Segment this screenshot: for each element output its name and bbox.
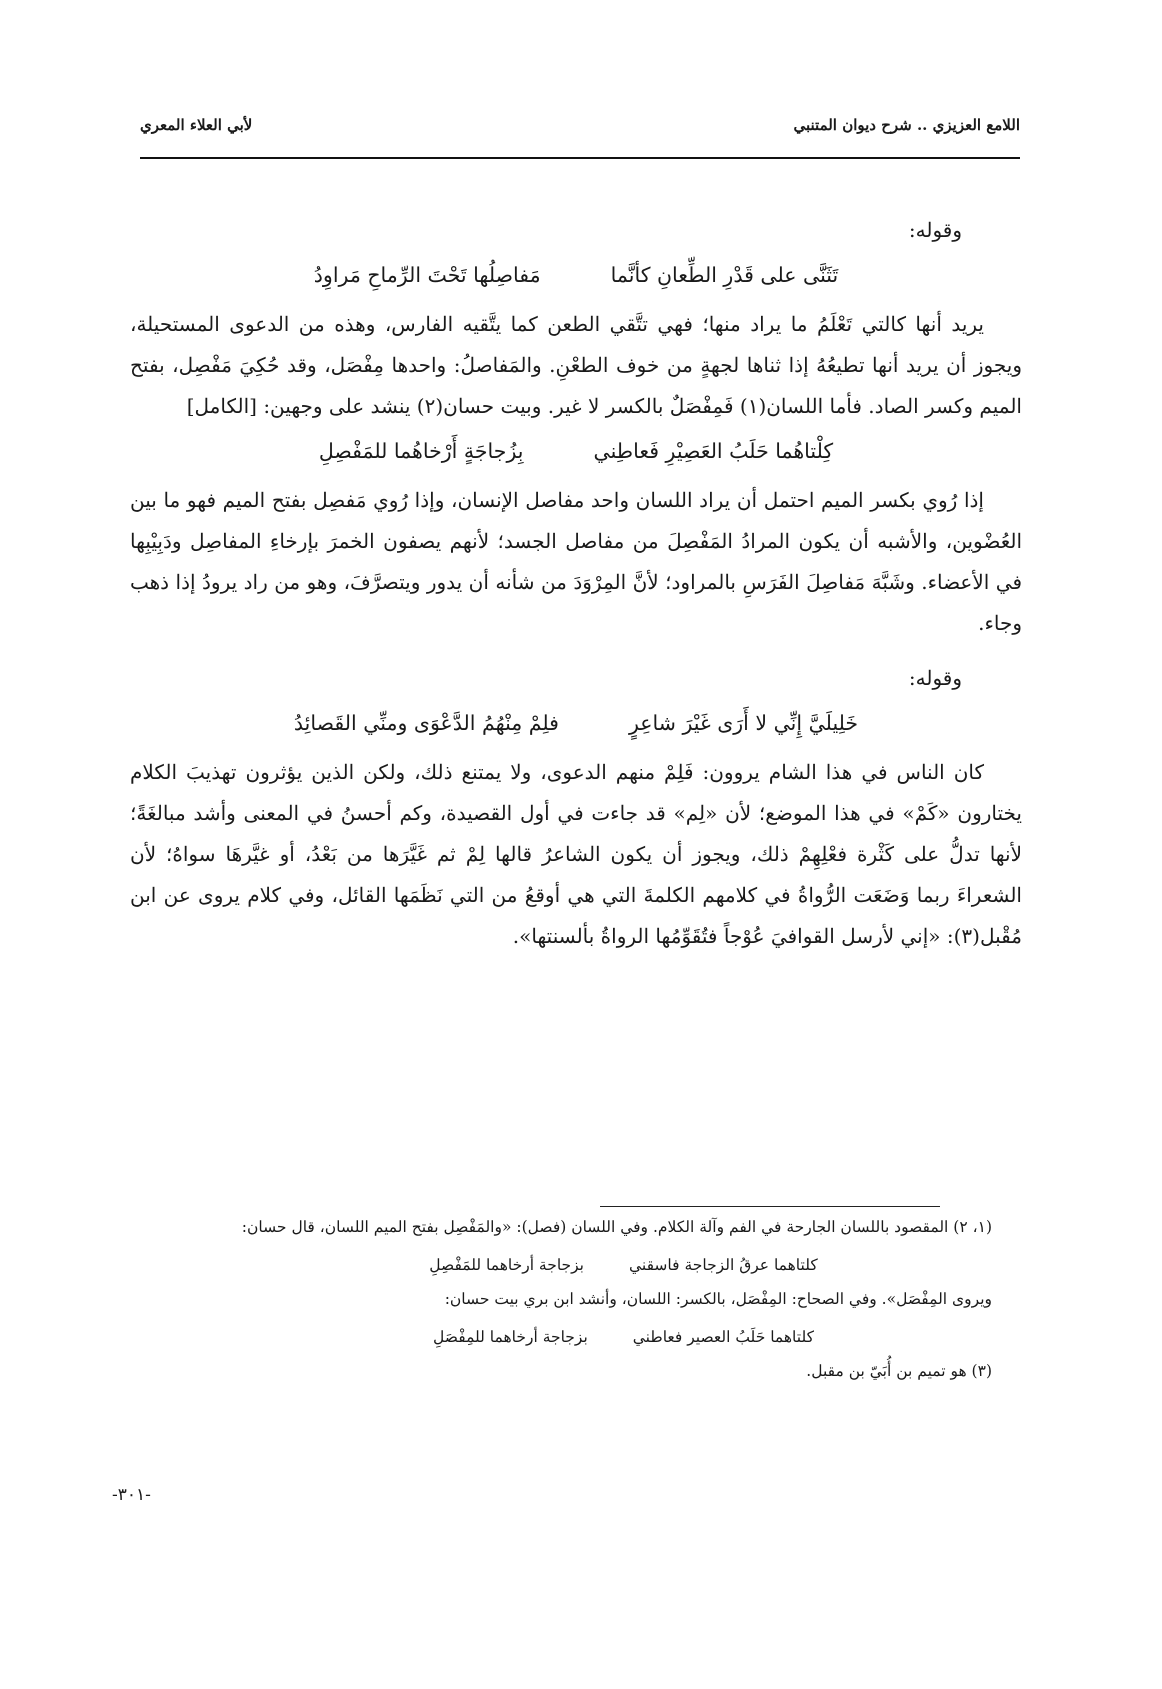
verse-2-first-hemistich: كِلْتاهُما حَلَبُ العَصِيْرِ فَعاطِني xyxy=(593,439,834,463)
commentary-paragraph-2: إذا رُوي بكسر الميم احتمل أن يراد اللسان واحد مفاصل الإنسان، وإذا رُوي مَفصِل بفتح الميم فهو ما بين العُضْوين، والأشبه أن يكون المرادُ المَفْصِلَ من مفاصل الجسد؛ لأنهم يصفون الخمرَ بإرخاءِ المفاصِل ودَبِيْبِها في الأعضاء. وشَبَّهَ مَفاصِلَ الفَرَسِ بالمراود؛ لأنَّ المِرْوَدَ من شأنه أن يدور ويتصرَّفَ، وهو من راد يرودُ إذا ذهب وجاء. xyxy=(130,488,1023,635)
verse-intro-1: وقوله: xyxy=(908,218,962,242)
commentary-paragraph-1: يريد أنها كالتي تَعْلَمُ ما يراد منها؛ فهي تتَّقي الطعن كما يتَّقيه الفارس، وهذه من الدعوى المستحيلة، ويجوز أن يريد أنها تطيعُهُ إذا ثناها لجهةٍ من خوف الطعْنِ. والمَفاصلُ: واحدها مِفْصَل، وقد حُكِيَ مَفْصِل، بفتح الميم وكسر الصاد. فأما اللسان(١) فَمِفْصَلٌ بالكسر لا غير. وبيت حسان(٢) ينشد على وجهين: [الكامل] xyxy=(130,312,1022,418)
footnote-verse-1 xyxy=(135,1250,992,1280)
footnote-verse-2-second-hemistich: بزجاجة أرخاهما للمِفْصَلِ xyxy=(433,1328,588,1346)
spacer xyxy=(130,644,1022,658)
verse-2-second-hemistich: بِزُجاجَةٍ أَرْخاهُما للمَفْصِلِ xyxy=(318,439,524,463)
verse-intro-2: وقوله: xyxy=(908,666,962,690)
verse-3 xyxy=(130,703,1022,744)
verse-3-first-hemistich: خَلِيلَيَّ إِنِّي لا أَرَى غَيْرَ شاعِرٍ xyxy=(629,711,859,735)
footnote-verse-1-first-hemistich: كلتاهما عرقُ الزجاجة فاسقني xyxy=(629,1256,818,1274)
main-text xyxy=(130,210,1022,957)
footnote-continuation: ويروى المِفْصَل». وفي الصحاح: المِفْصَل، بالكسر: اللسان، وأنشد ابن بري بيت حسان: xyxy=(444,1290,992,1308)
footnotes xyxy=(135,1212,992,1386)
page-number: -٣٠١- xyxy=(112,1485,151,1505)
footnote-verse-1-second-hemistich: بزجاجة أرخاهما للمَفْصِلِ xyxy=(429,1256,584,1274)
author-name: لأبي العلاء المعري xyxy=(140,116,253,134)
footnote-verse-2 xyxy=(135,1322,992,1352)
footnote-1-2: (١، ٢) المقصود باللسان الجارحة في الفم وآلة الكلام. وفي اللسان (فصل): «والمَفْصِل بفتح الميم اللسان، قال حسان: xyxy=(241,1218,992,1236)
verse-2 xyxy=(130,431,1022,472)
footnote-verse-2-first-hemistich: كلتاهما حَلَبُ العصير فعاطني xyxy=(632,1328,814,1346)
verse-1-first-hemistich: تَثَنَّى على قَدْرِ الطِّعانِ كأنَّما xyxy=(610,263,839,287)
header-rule xyxy=(140,157,1020,159)
commentary-paragraph-3: كان الناس في هذا الشام يروون: فَلِمْ منهم الدعوى، ولا يمتنع ذلك، ولكن الذين يؤثرون تهذيبَ الكلام يختارون «كَمْ» في هذا الموضع؛ لأن «لِم» قد جاءت في أول القصيدة، وكم أحسنُ في المعنى وأشد مبالغَةً؛ لأنها تدلُّ على كَثْرة فعْلِهِمْ ذلك، ويجوز أن يكون الشاعرُ قالها لِمْ ثم غَيَّرَها من بَعْدُ، أو غيَّرهَا سواهُ؛ لأن الشعراءَ ربما وَضَعَت الرُّواةُ في كلامهم الكلمةَ التي هي أوقعُ من التي نَظَمَها القائل، وفي كلام يروى عن ابن مُقْبل(٣): «إني لأرسل القوافيَ عُوْجاً فتُقَوِّمُها الرواةُ بألسنتها». xyxy=(130,760,1022,948)
footnote-rule xyxy=(600,1206,940,1207)
book-title: اللامع العزيزي .. شرح ديوان المتنبي xyxy=(793,116,1020,134)
verse-1-second-hemistich: مَفاصِلُها تَحْتَ الرِّماحِ مَراوِدُ xyxy=(313,263,541,287)
verse-1 xyxy=(130,255,1022,296)
running-header xyxy=(140,110,1020,150)
footnote-3: (٣) هو تميم بن أُبَيّ بن مقبل. xyxy=(806,1362,992,1380)
verse-3-second-hemistich: فلِمْ مِنْهُمُ الدَّعْوَى ومنِّي القَصائِدُ xyxy=(293,711,559,735)
